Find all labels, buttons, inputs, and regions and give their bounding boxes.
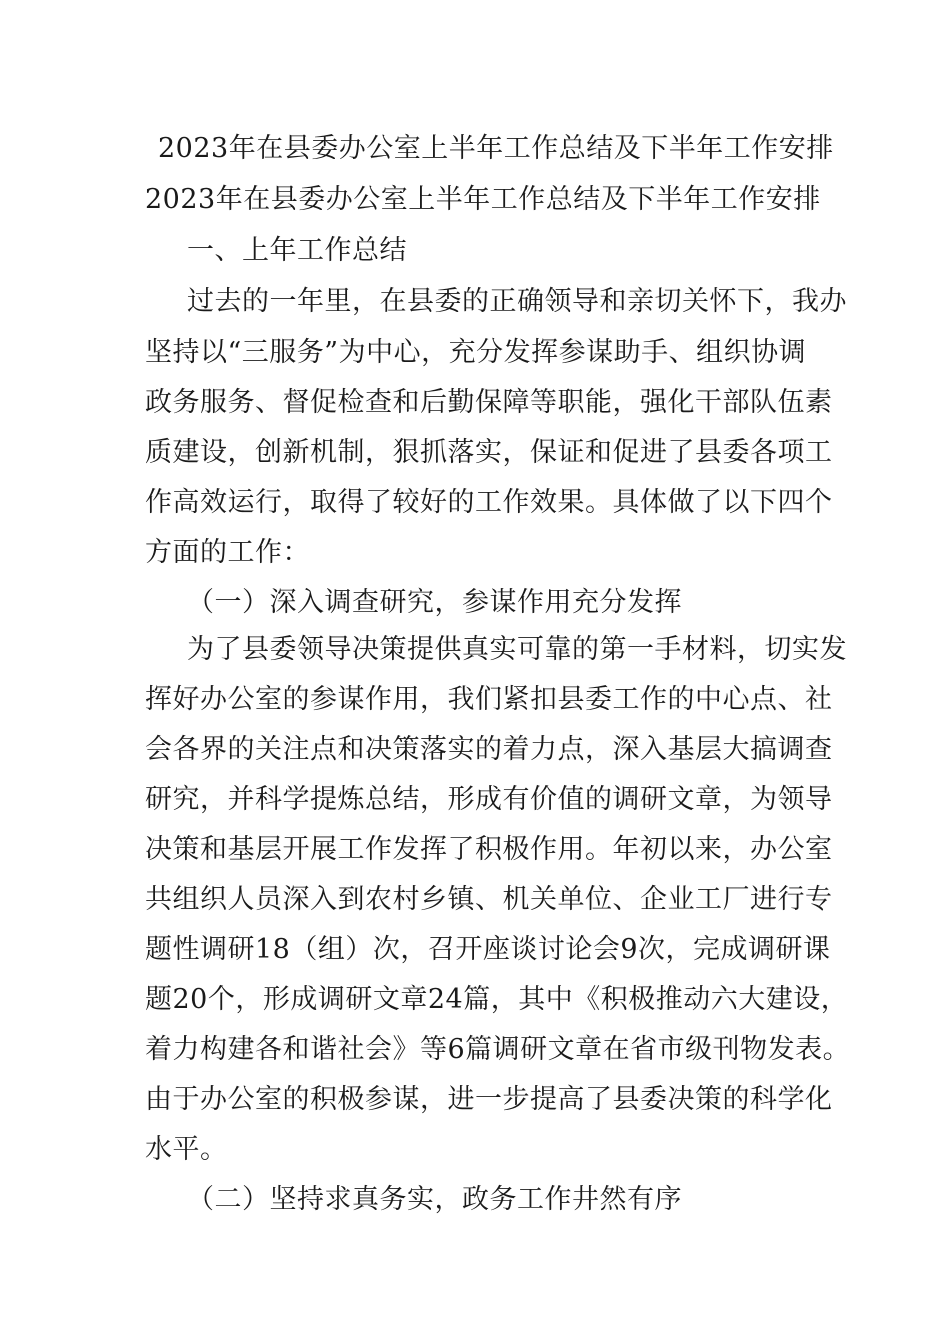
paragraph-2-line: 研究，并科学提炼总结，形成有价值的调研文章，为领导 [145,784,833,815]
paragraph-2-line: 水平。 [145,1134,228,1165]
paragraph-1-line: 坚持以“三服务”为中心，充分发挥参谋助手、组织协调 [145,337,807,368]
subheading: （二）坚持求真务实，政务工作井然有序 [187,1184,682,1215]
document-title-line-2: 2023年在县委办公室上半年工作总结及下半年工作安排 [145,184,821,215]
paragraph-2-line: 由于办公室的积极参谋，进一步提高了县委决策的科学化 [145,1084,833,1115]
section-heading: 一、上年工作总结 [187,235,407,266]
paragraph-1-line: 过去的一年里，在县委的正确领导和亲切关怀下，我办 [187,286,847,317]
paragraph-1-line: 作高效运行，取得了较好的工作效果。具体做了以下四个 [145,487,833,518]
paragraph-2-line: 题性调研18（组）次，召开座谈讨论会9次，完成调研课 [145,934,831,965]
paragraph-1-line: 政务服务、督促检查和后勤保障等职能，强化干部队伍素 [145,387,833,418]
paragraph-2-line: 共组织人员深入到农村乡镇、机关单位、企业工厂进行专 [145,884,833,915]
paragraph-2-line: 题20个，形成调研文章24篇，其中《积极推动六大建设， [145,984,849,1015]
paragraph-2-line: 会各界的关注点和决策落实的着力点，深入基层大搞调查 [145,734,833,765]
paragraph-1-line: 方面的工作： [145,537,310,568]
subheading: （一）深入调查研究，参谋作用充分发挥 [187,587,682,618]
paragraph-2-line: 着力构建各和谐社会》等6篇调研文章在省市级刊物发表。 [145,1034,851,1065]
paragraph-2-line: 为了县委领导决策提供真实可靠的第一手材料，切实发 [187,634,847,665]
paragraph-2-line: 决策和基层开展工作发挥了积极作用。年初以来，办公室 [145,834,833,865]
paragraph-1-line: 质建设，创新机制，狠抓落实，保证和促进了县委各项工 [145,437,833,468]
paragraph-2-line: 挥好办公室的参谋作用，我们紧扣县委工作的中心点、社 [145,684,833,715]
document-title-line-1: 2023年在县委办公室上半年工作总结及下半年工作安排 [158,133,834,164]
